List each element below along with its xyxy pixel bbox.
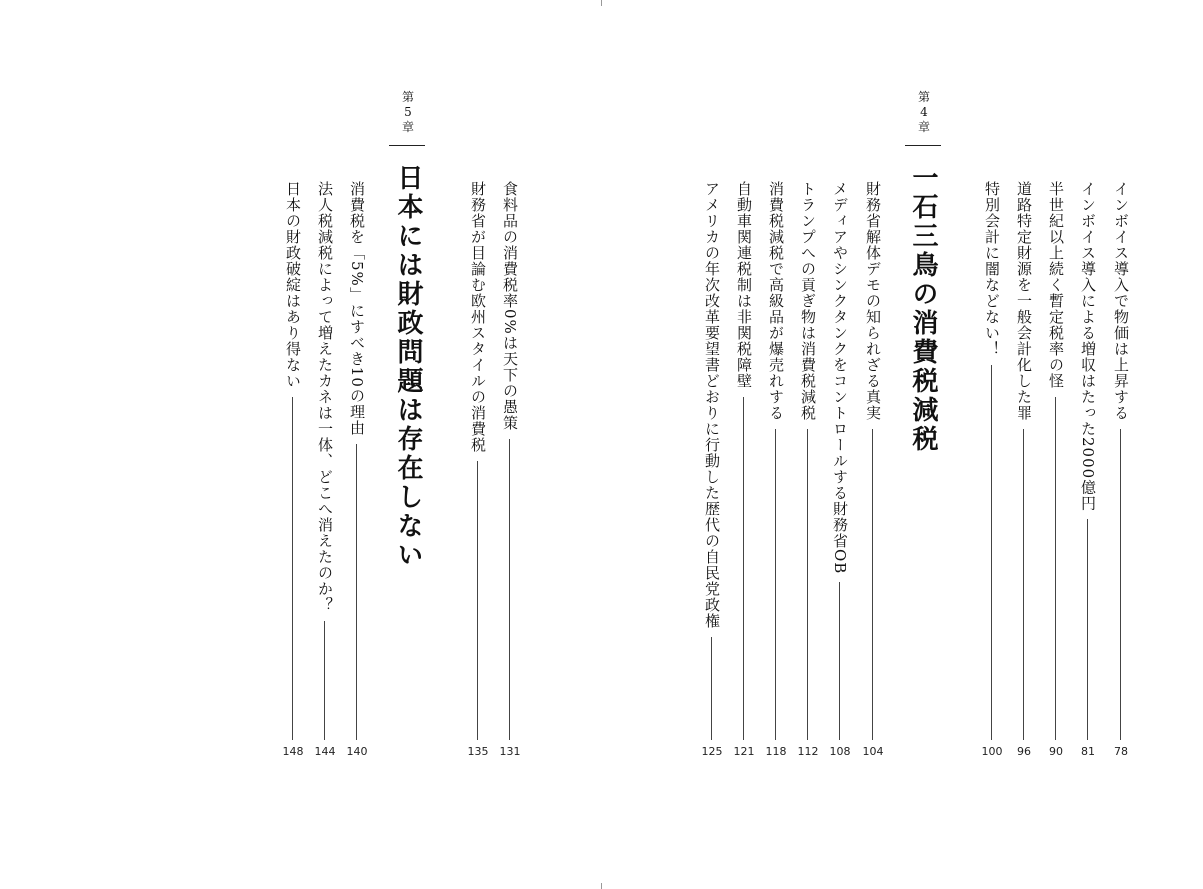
toc-entry-title: 日本の財政破綻はあり得ない xyxy=(284,181,302,389)
toc-page-number: 90 xyxy=(1049,745,1063,758)
toc-entry-title: 財務省解体デモの知られざる真実 xyxy=(864,181,882,421)
chapter5-title: 日本には財政問題は存在しない xyxy=(393,164,423,570)
toc-page-number: 96 xyxy=(1017,745,1031,758)
chapter5-label-zhang: 章 xyxy=(401,120,414,134)
toc-entry[interactable] xyxy=(797,181,819,740)
toc-entry-title: メディアやシンクタンクをコントロールする財務省OB xyxy=(831,181,849,575)
toc-entry[interactable] xyxy=(701,181,723,740)
toc-leader-line xyxy=(324,621,325,740)
toc-page-number: 112 xyxy=(797,745,819,758)
toc-entry-title: 消費税減税で高級品が爆売れする xyxy=(767,181,785,421)
toc-entry-title: インボイス導入による増収はたった2000億円 xyxy=(1079,181,1097,512)
toc-entry[interactable] xyxy=(1045,181,1067,740)
toc-page-number: 78 xyxy=(1114,745,1128,758)
toc-page-number: 100 xyxy=(981,745,1003,758)
toc-leader-line xyxy=(872,429,873,740)
toc-entry[interactable] xyxy=(981,181,1003,740)
toc-leader-line xyxy=(292,397,293,740)
toc-entry[interactable] xyxy=(346,181,368,740)
toc-entry-title: トランプへの貢ぎ物は消費税減税 xyxy=(799,181,817,421)
chapter5-label xyxy=(397,90,419,135)
toc-leader-line xyxy=(991,365,992,740)
crop-mark-bottom xyxy=(601,883,602,889)
chapter5-heading-rule xyxy=(389,145,425,146)
toc-entry-title: 半世紀以上続く暫定税率の怪 xyxy=(1047,181,1065,389)
toc-leader-line xyxy=(839,582,840,740)
toc-entry[interactable] xyxy=(1013,181,1035,740)
toc-entry-title: 消費税を「5%」にすべき10の理由 xyxy=(348,181,366,436)
toc-entry-title: 財務省が目論む欧州スタイルの消費税 xyxy=(469,181,487,453)
chapter4-label-zhang: 章 xyxy=(917,120,930,134)
toc-leader-line xyxy=(356,444,357,740)
toc-page-number: 125 xyxy=(701,745,723,758)
toc-entry-title: 自動車関連税制は非関税障壁 xyxy=(735,181,753,389)
toc-page-number: 135 xyxy=(467,745,489,758)
toc-entry[interactable] xyxy=(467,181,489,740)
toc-entry-title: インボイス導入で物価は上昇する xyxy=(1112,181,1130,421)
toc-entry[interactable] xyxy=(862,181,884,740)
toc-page-number: 121 xyxy=(733,745,755,758)
toc-leader-line xyxy=(1023,429,1024,740)
toc-entry-title: アメリカの年次改革要望書どおりに行動した歴代の自民党政権 xyxy=(703,181,721,629)
toc-page-number: 148 xyxy=(282,745,304,758)
toc-page-number: 81 xyxy=(1081,745,1095,758)
toc-entry-title: 食料品の消費税率0%は天下の愚策 xyxy=(501,181,519,431)
toc-leader-line xyxy=(1120,429,1121,740)
toc-page-number: 118 xyxy=(765,745,787,758)
toc-leader-line xyxy=(711,637,712,740)
chapter5-label-di: 第 xyxy=(401,90,414,104)
chapter4-label xyxy=(913,90,935,135)
chapter5-label-number: 5 xyxy=(404,105,412,119)
toc-entry-title: 道路特定財源を一般会計化した罪 xyxy=(1015,181,1033,421)
toc-entry-title: 特別会計に闇などない！ xyxy=(983,181,1001,357)
toc-entry[interactable] xyxy=(499,181,521,740)
toc-leader-line xyxy=(1087,519,1088,740)
toc-entry[interactable] xyxy=(829,181,851,740)
toc-entry[interactable] xyxy=(1110,181,1132,740)
toc-page-number: 131 xyxy=(499,745,521,758)
toc-leader-line xyxy=(1055,397,1056,740)
toc-page-number: 104 xyxy=(862,745,884,758)
toc-leader-line xyxy=(775,429,776,740)
toc-leader-line xyxy=(807,429,808,740)
chapter4-label-di: 第 xyxy=(917,90,930,104)
toc-leader-line xyxy=(477,461,478,740)
chapter4-title: 一石三鳥の消費税減税 xyxy=(908,164,938,454)
toc-leader-line xyxy=(743,397,744,740)
toc-page-number: 108 xyxy=(829,745,851,758)
toc-leader-line xyxy=(509,439,510,740)
toc-entry[interactable] xyxy=(733,181,755,740)
toc-entry[interactable] xyxy=(765,181,787,740)
toc-entry[interactable] xyxy=(1077,181,1099,740)
toc-page-number: 144 xyxy=(314,745,336,758)
crop-mark-top xyxy=(601,0,602,6)
toc-entry[interactable] xyxy=(314,181,336,740)
chapter4-heading-rule xyxy=(905,145,941,146)
toc-entry-title: 法人税減税によって増えたカネは一体、どこへ消えたのか？ xyxy=(316,181,334,613)
chapter4-label-number: 4 xyxy=(920,105,928,119)
toc-entry[interactable] xyxy=(282,181,304,740)
toc-page-number: 140 xyxy=(346,745,368,758)
